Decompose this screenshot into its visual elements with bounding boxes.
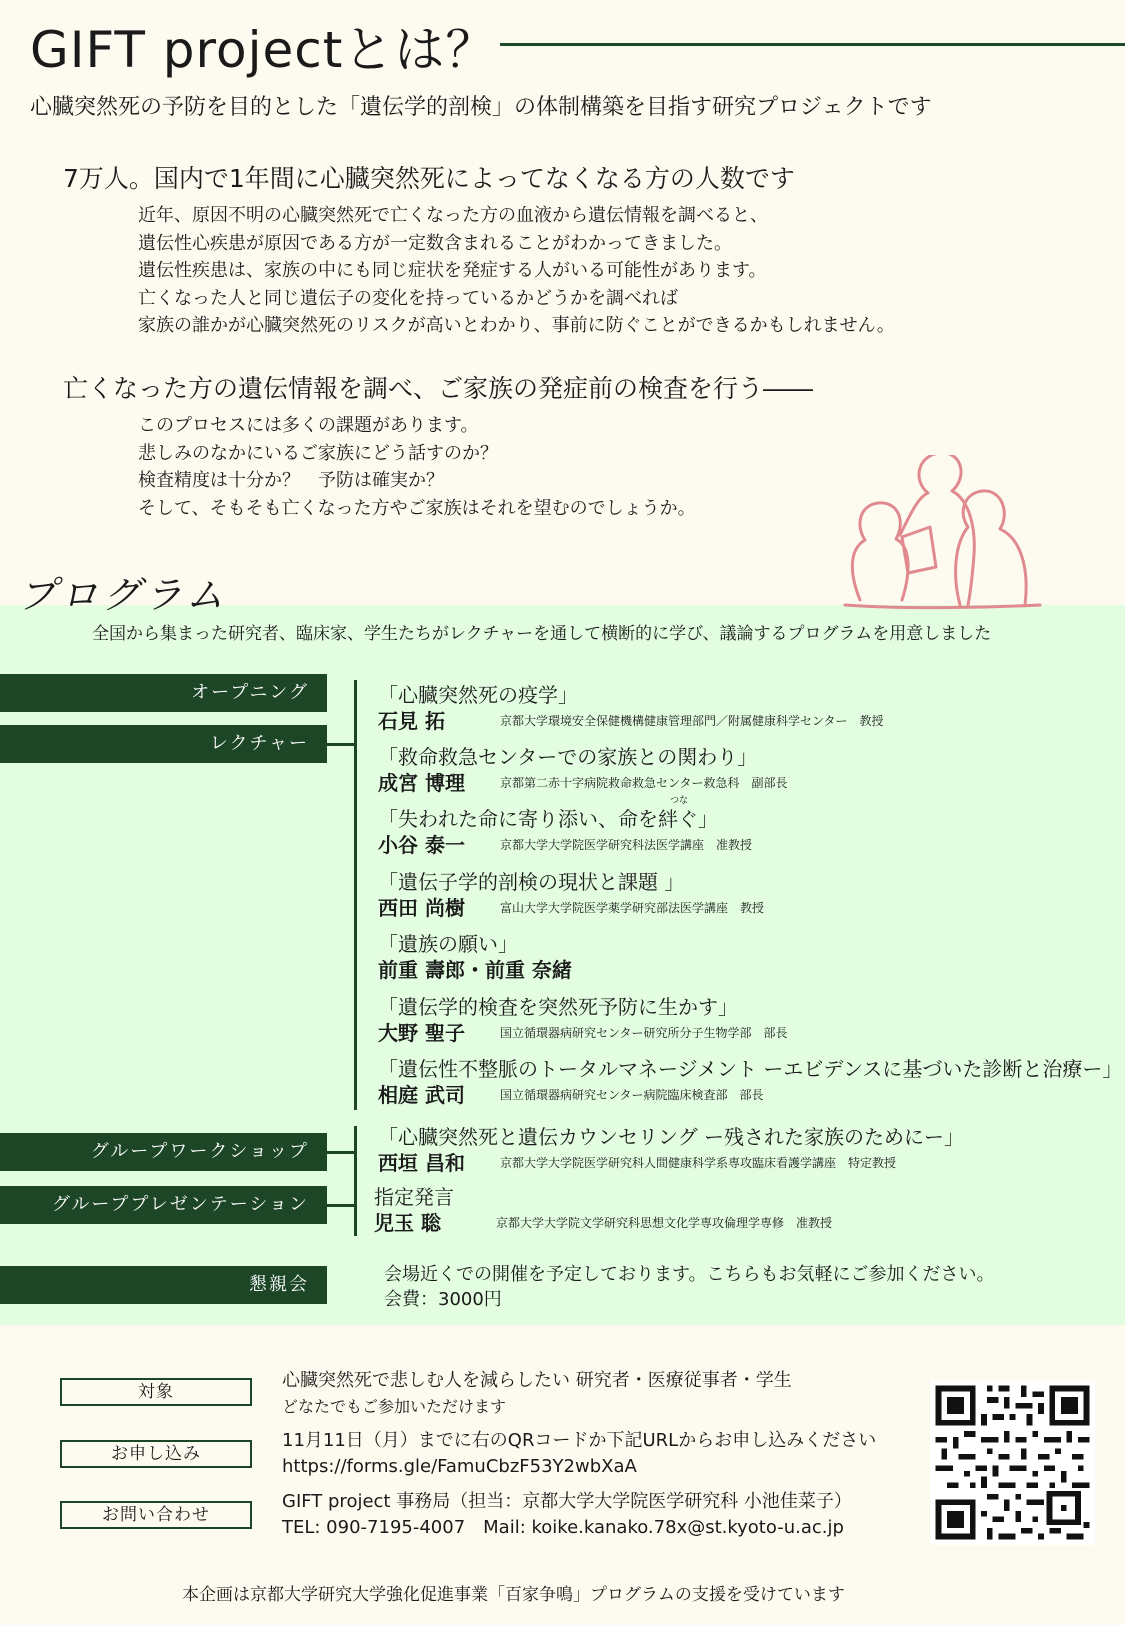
lecture-item <box>378 931 572 983</box>
lecture-item <box>378 744 788 796</box>
session-opening-bar: オープニング <box>0 674 327 712</box>
lecture-title: 「遺族の願い」 <box>378 932 518 956</box>
lecture-title: 「遺伝性不整脈のトータルマネージメント ーエビデンスに基づいた診断と治療ー」 <box>378 1057 1123 1081</box>
page-title: GIFT projectとは？ <box>30 21 497 79</box>
workshop-bracket-line <box>354 1126 357 1236</box>
lecturer-name: 小谷 泰一 <box>378 833 465 857</box>
contact-text <box>282 1489 852 1541</box>
lecture-item <box>374 1184 832 1236</box>
footer-note: 本企画は京都大学研究大学強化促進事業「百家争鳴」プログラムの支援を受けています <box>182 1585 845 1605</box>
lecture-item <box>378 682 884 734</box>
party-line: 会場近くでの開催を予定しております。こちらもお気軽にご参加ください。 <box>384 1264 995 1285</box>
title-rule <box>500 43 1125 46</box>
section1-line: 遺伝性心疾患が原因である方が一定数含まれることがわかってきました。 <box>138 232 732 254</box>
lecturer-affiliation: 京都大学大学院医学研究科法医学講座 准教授 <box>500 838 753 852</box>
lecturer-name: 石見 拓 <box>378 709 445 733</box>
session-lecture-bar: レクチャー <box>0 725 327 763</box>
lecture-title: 指定発言 <box>374 1185 454 1209</box>
presentation-connector <box>327 1204 354 1207</box>
section1-line: 亡くなった人と同じ遺伝子の変化を持っているかどうかを調べれば <box>138 287 678 309</box>
section2-line: このプロセスには多くの課題があります。 <box>138 415 479 436</box>
program-subtitle: 全国から集まった研究者、臨床家、学生たちがレクチャーを通して横断的に学び、議論するプログラムを用意しました <box>92 624 992 644</box>
lecturer-name: 前重 壽郎・前重 奈緒 <box>378 958 572 982</box>
contact-label: お問い合わせ <box>60 1501 252 1529</box>
section1-line: 近年、原因不明の心臓突然死で亡くなった方の血液から遺伝情報を調べると、 <box>138 205 768 226</box>
section2-line: 悲しみのなかにいるご家族にどう話すのか？ <box>138 442 498 464</box>
contact-line: TEL: 090-7195-4007 Mail: koike.kanako.78x@st.kyoto-u.ac.jp <box>282 1517 844 1538</box>
section1-heading: 7万人。国内で1年間に心臓突然死によってなくなる方の人数です <box>63 164 795 193</box>
section2-line: そして、そもそも亡くなった方やご家族はそれを望むのでしょうか。 <box>138 497 696 519</box>
lecturer-name: 成宮 博理 <box>378 771 465 795</box>
target-line: どなたでもご参加いただけます <box>282 1397 507 1416</box>
lecturer-affiliation: 京都大学大学院医学研究科人間健康科学系専攻臨床看護学講座 特定教授 <box>500 1156 897 1170</box>
lecturer-affiliation: 京都第二赤十字病院救命救急センター救急科 副部長 <box>500 776 788 790</box>
lecturer-name: 相庭 武司 <box>378 1083 465 1107</box>
lecture-title: 「救命救急センターでの家族との関わり」 <box>378 745 758 769</box>
party-line: 会費：3000円 <box>384 1289 502 1310</box>
lecture-title: 「遺伝学的検査を突然死予防に生かす」 <box>378 995 738 1019</box>
lecture-item <box>378 1124 964 1176</box>
lecturer-affiliation: 富山大学大学院医学薬学研究部法医学講座 教授 <box>500 901 765 915</box>
section2-heading: 亡くなった方の遺伝情報を調べ、ご家族の発症前の検査を行う―― <box>63 374 814 403</box>
target-line: 心臓突然死で悲しむ人を減らしたい 研究者・医療従事者・学生 <box>282 1370 792 1391</box>
lecturer-name: 西垣 昌和 <box>378 1151 465 1175</box>
lecturer-affiliation: 国立循環器病研究センター病院臨床検査部 部長 <box>500 1088 764 1102</box>
page-subtitle: 心臓突然死の予防を目的とした「遺伝学的剖検」の体制構築を目指す研究プロジェクトです <box>30 95 932 120</box>
lecture-item <box>378 994 788 1046</box>
apply-url-link[interactable]: https://forms.gle/FamuCbzF53Y2wbXaA <box>282 1456 637 1477</box>
section1-line: 遺伝性疾患は、家族の中にも同じ症状を発症する人がいる可能性があります。 <box>138 260 767 281</box>
contact-line: GIFT project 事務局（担当：京都大学大学院医学研究科 小池佳菜子） <box>282 1491 852 1512</box>
target-text <box>282 1368 792 1420</box>
lecturer-name: 西田 尚樹 <box>378 896 465 920</box>
party-info <box>384 1262 995 1312</box>
lecturer-affiliation: 国立循環器病研究センター研究所分子生物学部 部長 <box>500 1026 788 1040</box>
section2-line: 検査精度は十分か？ 予防は確実か？ <box>138 470 444 491</box>
target-label: 対象 <box>60 1378 252 1406</box>
lecturer-affiliation: 京都大学環境安全保健機構健康管理部門／附属健康科学センター 教授 <box>500 714 884 728</box>
apply-text <box>282 1428 876 1480</box>
lecture-item <box>378 869 764 921</box>
apply-label: お申し込み <box>60 1440 252 1468</box>
section1-line: 家族の誰かが心臓突然死のリスクが高いとわかり、事前に防ぐことができるかもしれません。 <box>138 315 895 336</box>
session-workshop-bar: グループワークショップ <box>0 1133 327 1171</box>
session-presentation-bar: グループプレゼンテーション <box>0 1186 327 1224</box>
lecturer-name: 児玉 聡 <box>374 1211 441 1235</box>
workshop-connector <box>327 1151 354 1154</box>
lecture-title: 「失われた命に寄り添い、命を絆ぐ」 <box>378 807 718 831</box>
ruby-annotation: つな <box>670 796 689 806</box>
program-heading: プログラム <box>18 573 228 617</box>
session-party-bar: 懇親会 <box>0 1266 327 1304</box>
lecture-item <box>378 806 752 858</box>
family-illustration-icon <box>840 455 1070 615</box>
lecture-title: 「心臓突然死と遺伝カウンセリング ー残された家族のためにー」 <box>378 1125 964 1149</box>
section1-paragraph <box>138 202 895 340</box>
lecturer-name: 大野 聖子 <box>378 1021 465 1045</box>
section2-paragraph <box>138 412 696 522</box>
lecture-title: 「心臓突然死の疫学」 <box>378 683 578 707</box>
lecturer-affiliation: 京都大学大学院文学研究科思想文化学専攻倫理学専修 准教授 <box>496 1216 833 1230</box>
qr-code-icon[interactable] <box>930 1380 1095 1545</box>
lecture-title: 「遺伝子学的剖検の現状と課題 」 <box>378 870 685 894</box>
lecture-item <box>378 1056 1122 1108</box>
lecture-connector <box>327 743 354 746</box>
lecture-bracket-line <box>354 680 357 1110</box>
apply-line: 11月11日（月）までに右のQRコードか下記URLからお申し込みください <box>282 1430 877 1451</box>
